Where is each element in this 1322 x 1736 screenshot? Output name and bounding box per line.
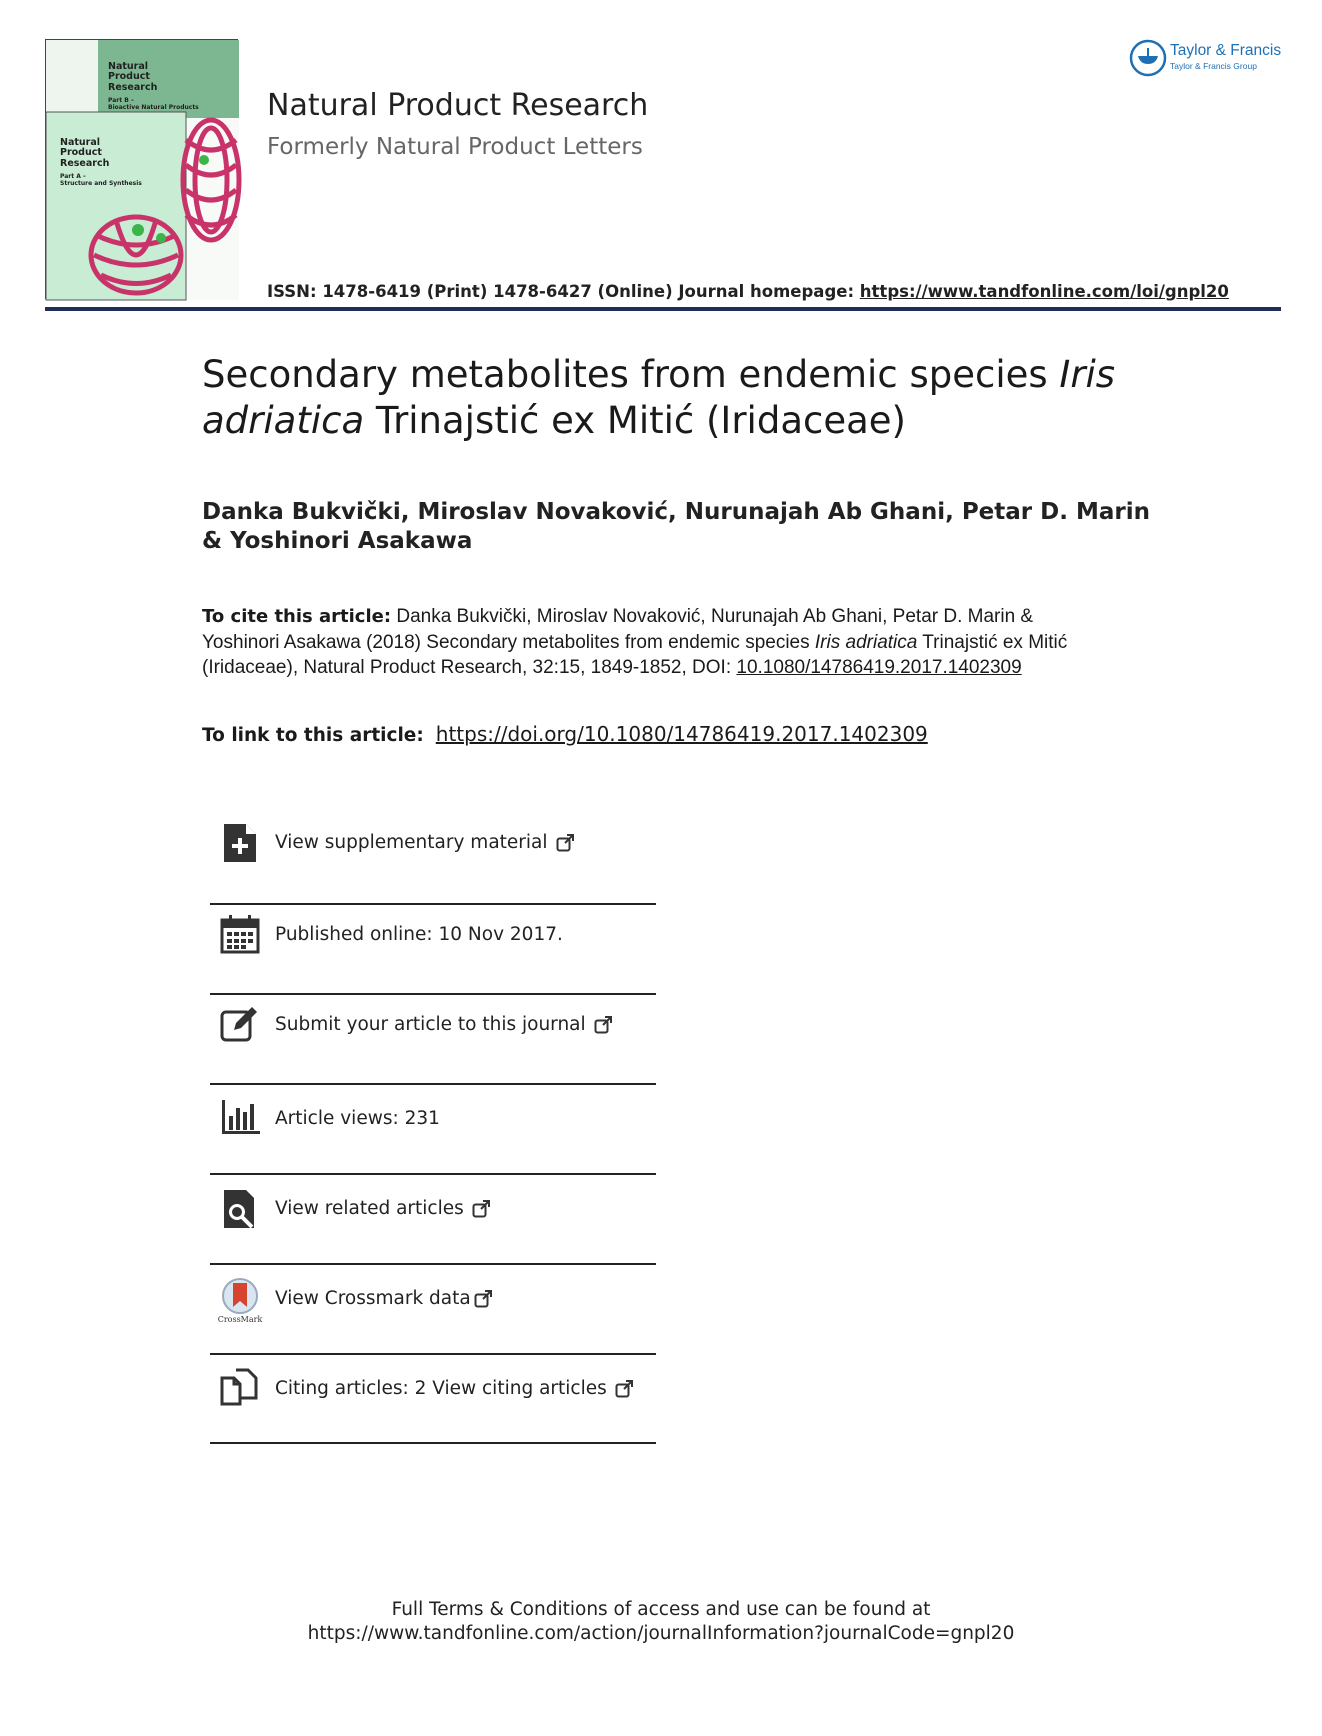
item-label: View Crossmark data — [275, 1288, 471, 1309]
taylor-francis-logo-icon[interactable] — [1128, 38, 1168, 78]
item-label: View supplementary material — [275, 832, 548, 853]
article-title-species: Iris adriatica — [202, 353, 1116, 442]
external-link-icon — [472, 1200, 490, 1218]
item-label: View related articles — [275, 1198, 464, 1219]
search-document-icon — [220, 1188, 260, 1228]
citation-label: To cite this article: — [202, 606, 392, 627]
supplementary-icon — [220, 822, 260, 862]
view-supplementary-material[interactable] — [210, 822, 656, 912]
list-divider — [210, 1263, 656, 1265]
list-divider — [210, 1083, 656, 1085]
view-citing-articles[interactable] — [210, 1368, 656, 1458]
bar-chart-icon — [220, 1098, 260, 1138]
citation-block — [202, 604, 1082, 681]
citation-text-1: Danka Bukvički, Miroslav Novaković, Nurunajah Ab Ghani, Petar D. Marin & Yoshinori Asakawa (2018) Secondary metabolites from endemic species — [202, 606, 1034, 653]
submit-article-link[interactable] — [210, 1004, 656, 1094]
cover-part-b-title: Natural Product Research — [108, 61, 158, 93]
list-divider — [210, 993, 656, 995]
citation-doi-link[interactable]: 10.1080/14786419.2017.1402309 — [736, 657, 1022, 678]
journal-name: Natural Product Research — [267, 88, 649, 123]
external-link-icon — [556, 834, 574, 852]
copy-documents-icon — [220, 1368, 260, 1408]
publisher-group: Taylor & Francis Group — [1170, 61, 1257, 71]
list-divider — [210, 903, 656, 905]
citation-species: Iris adriatica — [814, 631, 918, 653]
article-authors: Danka Bukvički, Miroslav Novaković, Nurunajah Ab Ghani, Petar D. Marin & Yoshinori Asakawa — [202, 499, 1150, 554]
footer-line-1: Full Terms & Conditions of access and use can be found at — [391, 1599, 931, 1620]
item-label: Published online: 10 Nov 2017. — [275, 924, 563, 945]
external-link-icon — [615, 1380, 633, 1398]
item-label: Citing articles: 2 View citing articles — [275, 1378, 607, 1399]
edit-icon — [220, 1004, 260, 1044]
article-title-part2: Trinajstić ex Mitić (Iridaceae) — [364, 399, 906, 442]
published-online-info — [210, 914, 656, 1004]
publisher-name: Taylor & Francis — [1170, 42, 1282, 59]
journal-former-name: Formerly Natural Product Letters — [267, 134, 643, 160]
external-link-icon — [474, 1290, 492, 1308]
calendar-icon — [220, 914, 260, 954]
article-doi-url[interactable]: https://doi.org/10.1080/14786419.2017.1402309 — [435, 722, 928, 746]
citation-text-2: Trinajstić ex Mitić (Iridaceae), Natural Product Research, 32:15, 1849-1852, DOI: — [202, 631, 1068, 678]
issn-text: ISSN: 1478-6419 (Print) 1478-6427 (Online) Journal homepage: — [267, 282, 860, 301]
external-link-icon — [594, 1016, 612, 1034]
header-divider — [45, 307, 1281, 311]
list-divider — [210, 1173, 656, 1175]
cover-part-b-subtitle: Part B – Bioactive Natural Products — [108, 97, 199, 111]
footer-terms — [0, 1598, 1322, 1646]
list-divider — [210, 1353, 656, 1355]
crossmark-icon-label: CrossMark — [217, 1315, 263, 1324]
issn-line — [267, 282, 1229, 301]
article-title — [202, 352, 1142, 444]
cover-part-a-subtitle: Part A – Structure and Synthesis — [60, 173, 142, 187]
journal-cover-image — [45, 39, 238, 299]
article-link-label: To link to this article: — [202, 725, 424, 746]
article-link-line — [202, 722, 928, 747]
article-title-part1: Secondary metabolites from endemic species — [202, 353, 1060, 396]
journal-homepage-link[interactable]: https://www.tandfonline.com/loi/gnpl20 — [859, 282, 1229, 301]
item-label: Article views: 231 — [275, 1108, 440, 1129]
item-label: Submit your article to this journal — [275, 1014, 586, 1035]
list-divider — [210, 1442, 656, 1444]
crossmark-icon — [217, 1278, 263, 1324]
footer-terms-url[interactable]: https://www.tandfonline.com/action/journalInformation?journalCode=gnpl20 — [307, 1623, 1015, 1644]
cover-part-a-title: Natural Product Research — [60, 137, 110, 169]
